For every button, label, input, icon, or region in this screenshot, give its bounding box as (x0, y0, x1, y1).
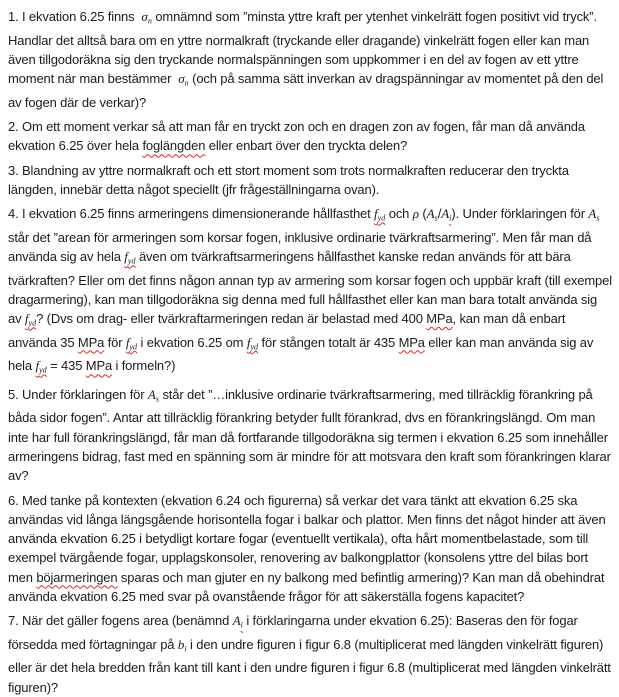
misspelled-text: f (124, 249, 128, 265)
math-symbol: A (441, 206, 450, 222)
text-run: även om tvärkraftsarmeringens hållfasthet kanske redan används för att bära tvärkraften? Eller om det finns någon annan typ av armering som korsar fogen och uppbär kraft (till exempel dragarmering), kan man tillgodoräkna sig denna med full hållfasthet eller kan man bara totalt använda sig av (8, 249, 616, 327)
text-run: = 435 (46, 358, 86, 374)
text-run: eller kan man använda sig av hela (8, 334, 597, 374)
document-body (8, 7, 616, 697)
misspelled-text: f (374, 206, 378, 222)
text-run: i formeln?) (112, 358, 176, 374)
text-run: i ekvation 6.25 om (137, 334, 247, 350)
math-symbol: n (184, 78, 189, 88)
math-symbol: A (588, 206, 597, 222)
misspelled-text: f (246, 334, 251, 350)
misspelled-text: yd (39, 365, 47, 375)
text-run: i förklaringarna under ekvation 6.25): Baseras den för fogar försedda med förtagningar på (8, 613, 582, 652)
question-paragraph-7 (8, 611, 613, 697)
text-run: i den undre figuren i figur 6.8 (multiplicerat med längden vinkelrätt figuren) eller är det hela bredden från kant till kant i den undre figuren i figur 6.8 (multiplicerat med längden vinkelrätt figuren)? (8, 636, 615, 695)
math-symbol: A (232, 613, 241, 629)
misspelled-text: yd (129, 341, 138, 351)
question-paragraph-1 (8, 7, 613, 112)
misspelled-text: MPa (77, 334, 105, 350)
misspelled-text: MPa (398, 334, 425, 350)
text-run: 7. När det gäller fogens area (benämnd (8, 613, 233, 629)
text-run: eller enbart över den tryckta delen? (205, 138, 408, 154)
text-run: och (385, 206, 413, 222)
text-run: ? (Dvs om drag- eller tvärkraftarmeringen redan är belastad med 400 (36, 311, 427, 327)
misspelled-text: i (240, 620, 243, 630)
misspelled-text: foglängden (142, 138, 206, 154)
math-symbol: i (184, 644, 187, 654)
text-run: ( (418, 206, 427, 222)
math-symbol: σ (141, 9, 148, 24)
math-symbol: A (147, 386, 156, 402)
text-run: ). Under förklaringen för (451, 206, 589, 222)
question-paragraph-5 (8, 385, 613, 486)
misspelled-text: i (449, 213, 452, 223)
misspelled-text: MPa (85, 358, 113, 374)
text-run: (och på samma sätt inverkan av dragspänningar av momentet på den del av fogen där de verkar)? (8, 71, 607, 110)
misspelled-text: yd (250, 341, 259, 351)
misspelled-text: MPa (426, 311, 453, 327)
text-run: står det ”arean för armeringen som korsar fogen, inklusive ordinarie tvärkraftsarmering”. Men får man då använda sig av hela (8, 206, 603, 265)
misspelled-text: yd (377, 213, 386, 223)
misspelled-text: böjarmeringen (36, 569, 118, 585)
math-symbol: s (155, 394, 159, 404)
misspelled-text: yd (127, 256, 136, 266)
question-paragraph-2 (8, 117, 613, 156)
text-run: / (437, 206, 442, 222)
text-run: 2. Om ett moment verkar så att man får en tryckt zon och en dragen zon av fogen, får man då använda ekvation 6.25 över hela (8, 118, 589, 154)
math-symbol: σ (178, 71, 185, 87)
misspelled-text: yd (28, 318, 37, 328)
text-run: för stången totalt är 435 (258, 334, 399, 350)
math-symbol: A (426, 206, 435, 222)
misspelled-text: f (35, 358, 40, 374)
math-symbol: s (596, 213, 600, 223)
text-run: 5. Under förklaringen för (8, 386, 148, 402)
question-paragraph-3 (8, 161, 613, 200)
text-run: 4. I ekvation 6.25 finns armeringens dimensionerande hållfasthet (8, 206, 375, 222)
text-run: står det ”…inklusive ordinarie tvärkraftsarmering, med tillräcklig förankring på båda sidor fogen”. Antar att tillräcklig förankring betyder fullt förankrad, dvs en förankringslängd. Om man inte har full förankringslängd, får man då fortfarande tillgodoräkna sig termen i ekvation 6.25 som innehåller armeringens bidrag, fast med en spänning som är mindre för att motsvara den kraft som förankringen klarar av? (8, 386, 615, 484)
misspelled-text: f (125, 334, 130, 350)
text-run: , kan man då enbart använda 35 (8, 311, 569, 350)
text-run: 3. Blandning av yttre normalkraft och ett stort moment som trots normalkraften reducerar den tryckta längden, innebär detta något speciellt (jfr frågeställningarna ovan). (8, 162, 573, 197)
question-paragraph-6 (8, 491, 613, 607)
math-symbol: b (177, 636, 185, 652)
math-symbol: ρ (412, 206, 419, 222)
text-run: för (104, 334, 126, 350)
text-run: 6. Med tanke på kontexten (ekvation 6.24 och figurerna) så verkar det vara tänkt att ekvation 6.25 ska användas vid långa längsgående horisontella fogar i balkar och plattor. Men finns det något hinder att även använda ekvation 6.25 i betydligt kortare fogar (eventuellt vertikala), ofta hårt momentbelastade, som till exempel tvärgående fogar, upplagskonsoler, renovering av balkongplattor (konsolens yttre del bilas bort men (8, 492, 610, 585)
math-symbol: n (147, 16, 152, 26)
question-paragraph-4 (8, 204, 616, 380)
text-run: 1. I ekvation 6.25 finns (8, 9, 142, 24)
math-symbol: s (434, 213, 438, 223)
text-run: omnämnd som ”minsta yttre kraft per ytenhet vinkelrätt fogen positivt vid tryck”. Handlar det alltså bara om en yttre normalkraft (tryckande eller dragande) vinkelrätt fogen eller kan man även tillgodoräkna sig den tryckande normalspänningen som uppkommer i en del av fogen av ett yttre moment när man bestämmer (8, 9, 601, 87)
text-run: sparas och man gjuter en ny balkong med befintlig armering)? Kan man då obehindrat använda ekvation 6.25 med svar på ovanstående frågor för att säkerställa fogens kapacitet? (8, 569, 608, 605)
misspelled-text: f (24, 311, 29, 327)
